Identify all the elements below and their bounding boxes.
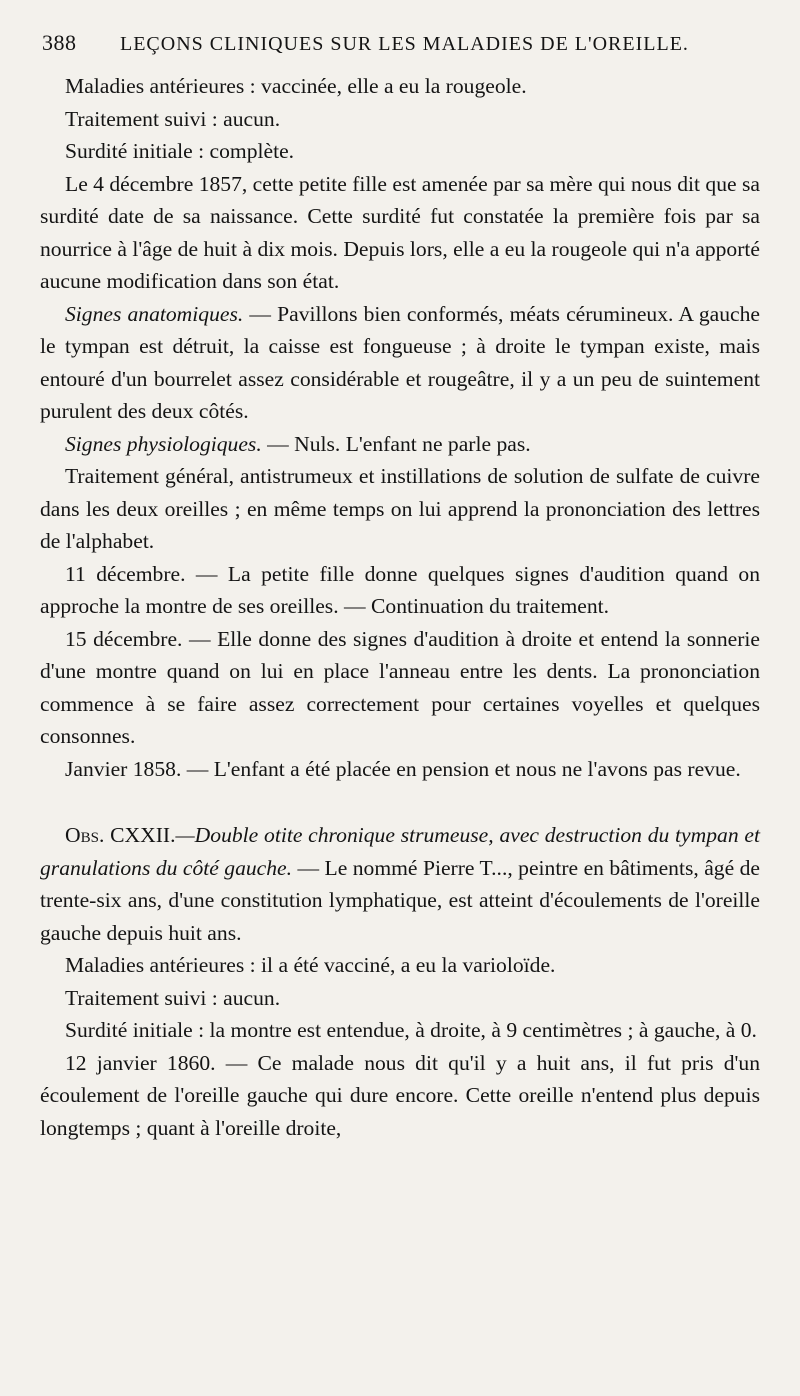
paragraph: Maladies antérieures : il a été vacciné, a eu la varioloïde. <box>65 953 556 977</box>
physiologic-signs-paragraph <box>40 428 760 461</box>
anatomic-signs-text: — Pavillons bien conformés, méats cérumineux. A gauche le tympan est détruit, la caisse est fongueuse ; à droite le tympan existe, mais entouré d'un bourrelet assez considérable et rougeâtre, il y a un peu de suintement purulent des deux côtés. <box>40 301 760 423</box>
physiologic-signs-text: — Nuls. L'enfant ne parle pas. <box>261 431 531 456</box>
paragraph: 15 décembre. — Elle donne des signes d'audition à droite et entend la sonnerie d'une montre quand on lui en place l'anneau entre les dents. La prononciation commence à se faire assez correctement pour certaines voyelles et quelques consonnes. <box>40 626 760 748</box>
paragraph: Janvier 1858. — L'enfant a été placée en pension et nous ne l'avons pas revue. <box>65 756 741 781</box>
observation-title: —Double otite chronique strumeuse, avec destruction du tympan et granulations du côté gauche. <box>40 823 760 880</box>
paragraph: Surdité initiale : la montre est entendue, à droite, à 9 centimètres ; à gauche, à 0. <box>65 1018 757 1042</box>
observation-text: — Le nommé Pierre T..., peintre en bâtiments, âgé de trente-six ans, d'une constitution lymphatique, est atteint d'écoulements de l'oreille gauche depuis huit ans. <box>40 855 760 945</box>
observation-label: Obs. CXXII. <box>65 823 176 847</box>
paragraph: 11 décembre. — La petite fille donne quelques signes d'audition quand on approche la montre de ses oreilles. — Continuation du traitement. <box>40 561 760 618</box>
anatomic-signs-label: Signes anatomiques. <box>65 301 244 326</box>
body-text <box>40 70 760 1144</box>
observation-paragraph <box>40 819 760 949</box>
paragraph: Traitement général, antistrumeux et instillations de solution de sulfate de cuivre dans les deux oreilles ; en même temps on lui apprend la prononciation des lettres de l'alphabet. <box>40 464 760 553</box>
running-head <box>42 30 760 70</box>
physiologic-signs-label: Signes physiologiques. <box>65 431 262 456</box>
paragraph: 12 janvier 1860. — Ce malade nous dit qu'il y a huit ans, il fut pris d'un écoulement de l'oreille gauche qui dure encore. Cette oreille n'entend plus depuis longtemps ; quant à l'oreille droite, <box>40 1050 760 1140</box>
paragraph: Surdité initiale : complète. <box>65 139 295 163</box>
paragraph: Le 4 décembre 1857, cette petite fille est amenée par sa mère qui nous dit que sa surdité date de sa naissance. Cette surdité fut constatée la première fois par sa nourrice à l'âge de huit à dix mois. Depuis lors, elle a eu la rougeole qui n'a apporté aucune modification dans son état. <box>40 171 760 293</box>
paragraph: Traitement suivi : aucun. <box>65 106 281 131</box>
paragraph: Traitement suivi : aucun. <box>65 985 281 1010</box>
paragraph: Maladies antérieures : vaccinée, elle a eu la rougeole. <box>65 74 527 98</box>
running-title: LEÇONS CLINIQUES SUR LES MALADIES DE L'OREILLE. <box>120 33 689 55</box>
page-number: 388 <box>42 30 77 55</box>
anatomic-signs-paragraph <box>40 298 760 428</box>
